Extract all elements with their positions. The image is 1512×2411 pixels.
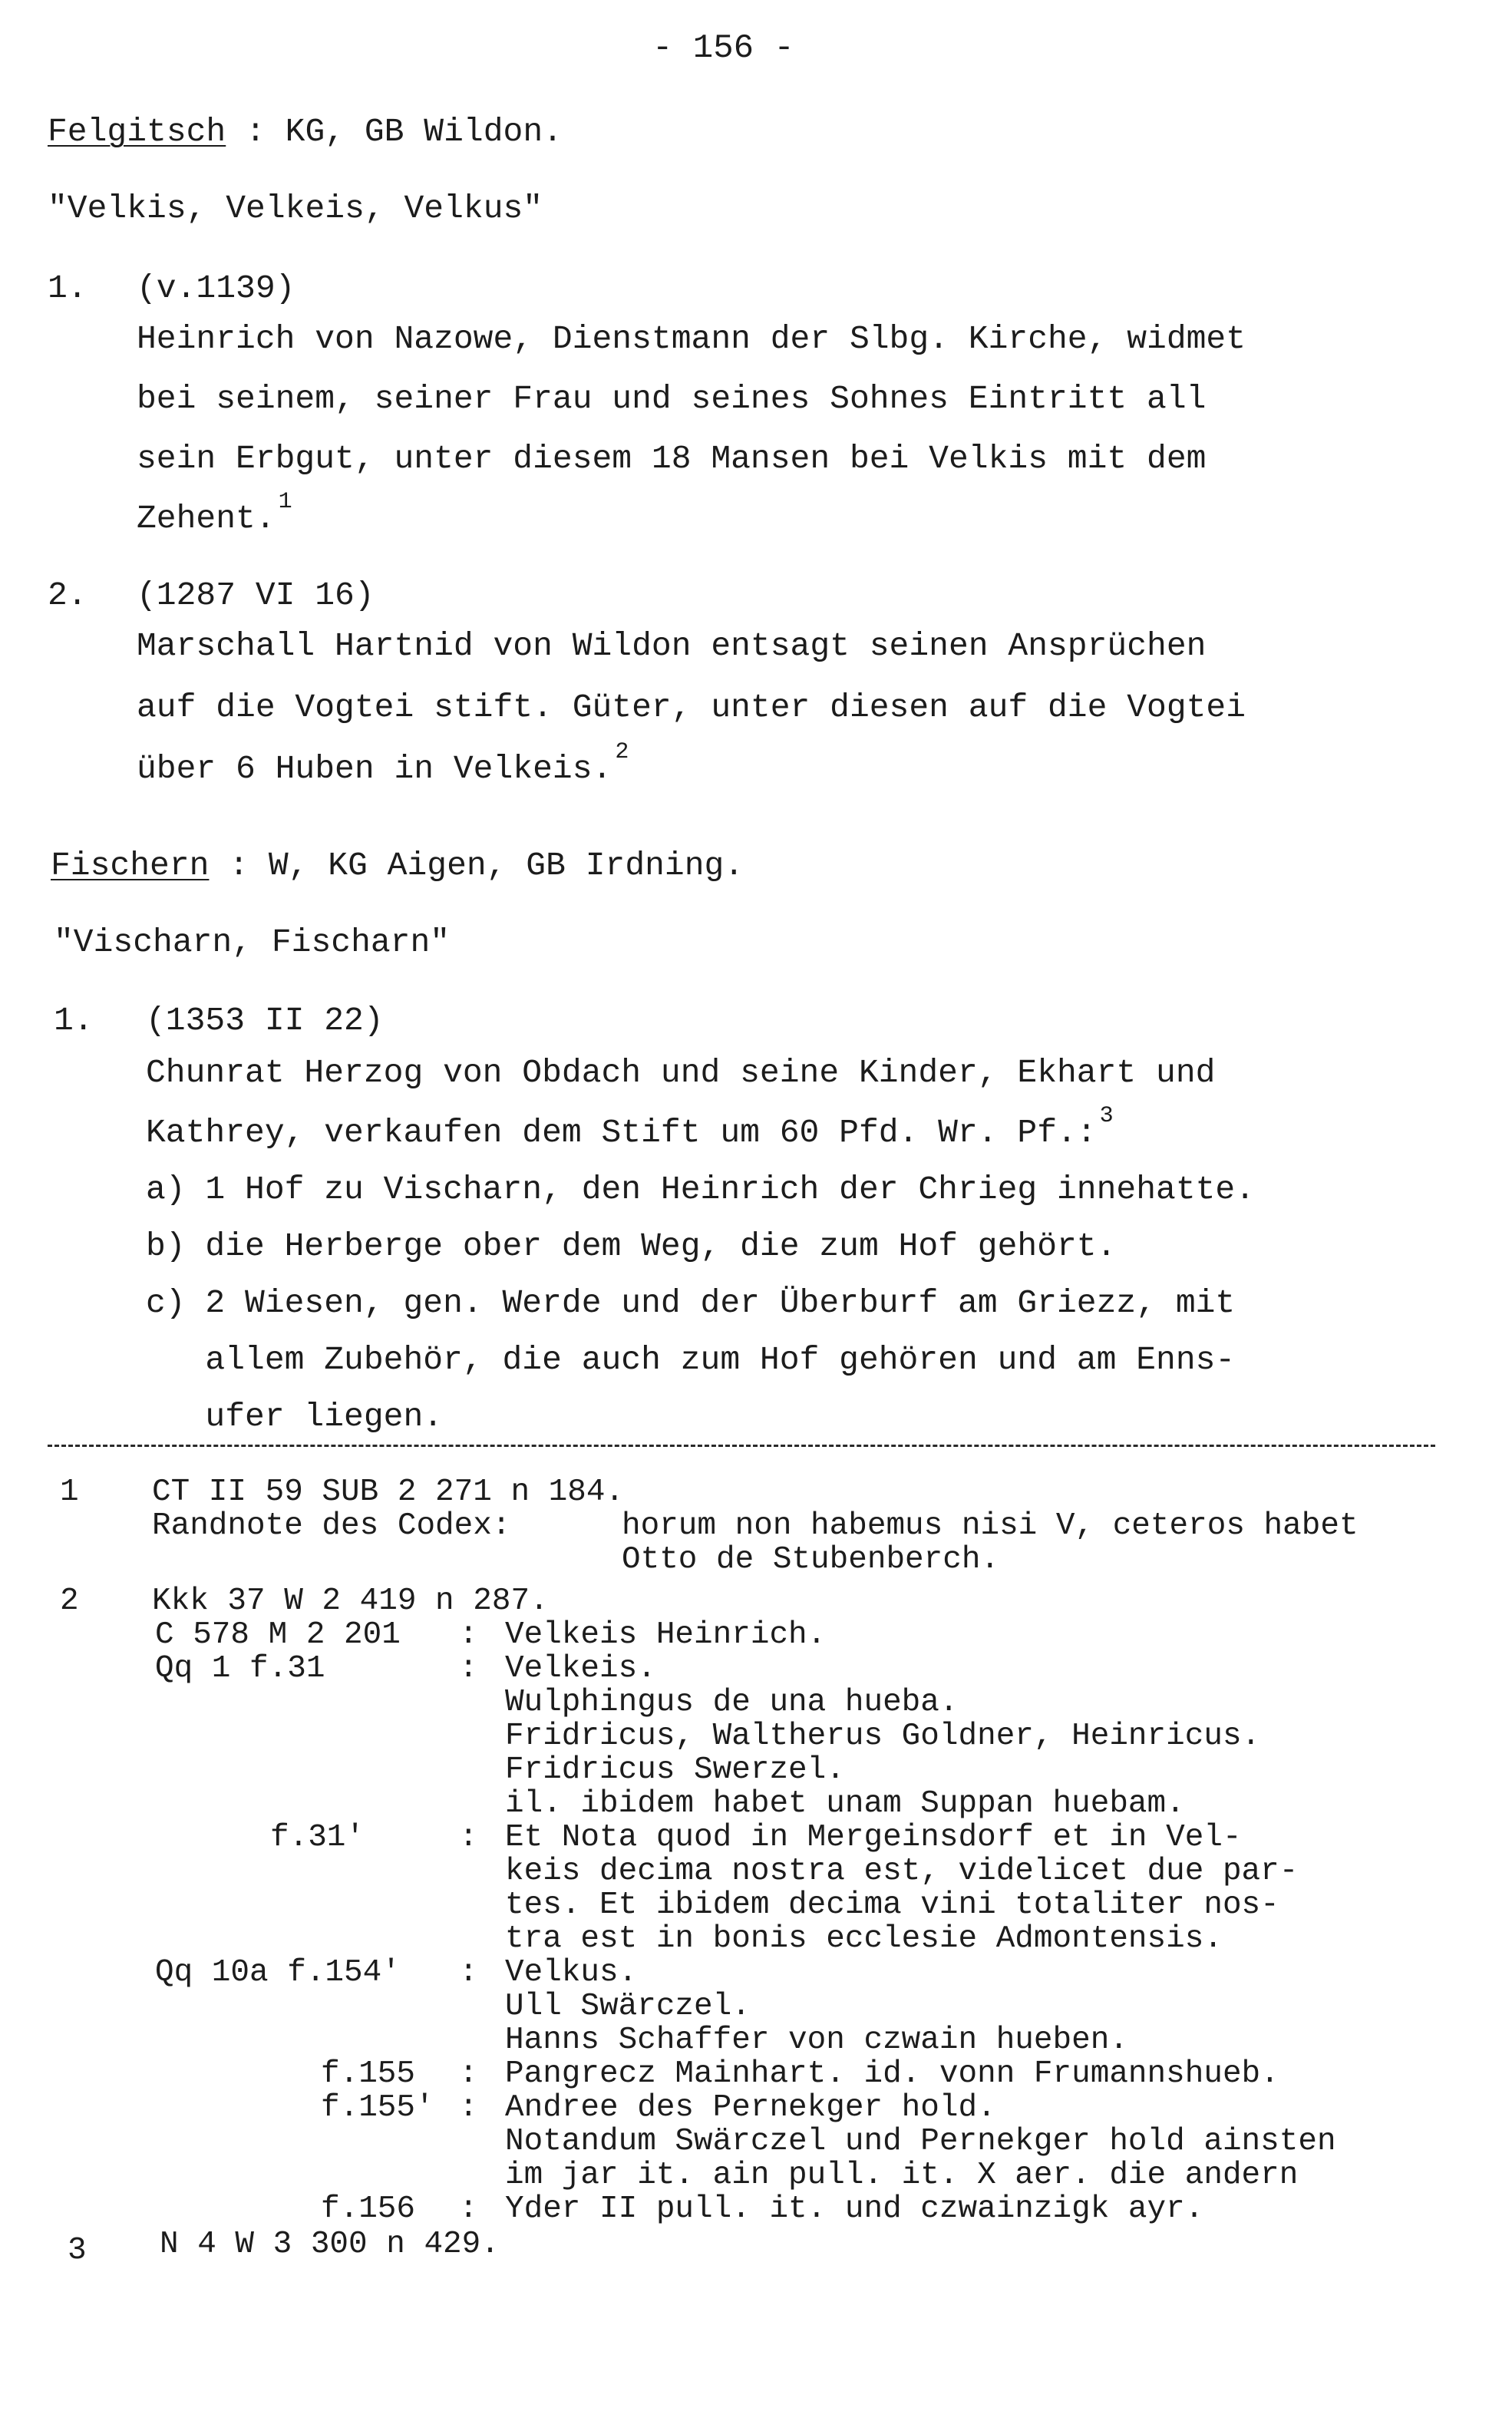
source-text: Yder II pull. it. und czwainzigk ayr. [505,2191,1204,2227]
entry-heading-felgitsch [48,114,563,150]
colon: : [459,2056,478,2092]
historical-forms: "Vischarn, Fischarn" [54,923,451,961]
item-text-line: Heinrich von Nazowe, Dienstmann der Slbg. Kirche, widmet [137,320,1246,358]
source-ref: C 578 M 2 201 [155,1617,401,1653]
item-number: 2. [48,576,87,614]
item-text-line: bei seinem, seiner Frau und seines Sohnes Eintritt all [137,380,1207,418]
subitem-line: allem Zubehör, die auch zum Hof gehören und am Enns- [146,1341,1236,1379]
source-text: Pangrecz Mainhart. id. vonn Frumannshueb. [505,2056,1279,2092]
item-text-line: auf die Vogtei stift. Güter, unter diesen auf die Vogtei [137,689,1246,726]
historical-forms: "Velkis, Velkeis, Velkus" [48,190,543,227]
item-date: (v.1139) [137,269,295,307]
source-text: Wulphingus de una hueba. [505,1685,959,1720]
source-text: Hanns Schaffer von czwain hueben. [505,2023,1128,2058]
item-number: 1. [48,269,87,307]
source-text: Fridricus, Waltherus Goldner, Heinricus. [505,1719,1261,1754]
subitem-line: b) die Herberge ober dem Weg, die zum Hof gehört. [146,1227,1117,1265]
page-number: - 156 - [652,29,794,68]
footnote-reference: CT II 59 SUB 2 271 n 184. [152,1475,625,1510]
item-text-line: Zehent. $^1$ [137,489,292,537]
place-name: Fischern [51,847,210,884]
subitem-line: ufer liegen. [146,1398,444,1435]
source-text: Notandum Swärczel und Pernekger hold ainsten [505,2124,1336,2159]
source-text: Andree des Pernekger hold. [505,2090,996,2125]
footnote-reference: Kkk 37 W 2 419 n 287. [152,1584,549,1619]
source-text: keis decima nostra est, videlicet due par- [505,1854,1299,1889]
subitem-line: a) 1 Hof zu Vischarn, den Heinrich der Chrieg innehatte. [146,1171,1256,1208]
entry-heading-fischern [51,847,744,884]
footnote-reference: N 4 W 3 300 n 429. [160,2227,500,2262]
footnote-number: 3 [68,2233,87,2268]
source-text: il. ibidem habet unam Suppan huebam. [505,1786,1185,1821]
footnote-marker: 1 [278,489,292,515]
footnote-number: 1 [60,1475,79,1510]
colon: : [459,1651,478,1686]
source-ref: f.155 [321,2056,416,2092]
colon: : [459,1820,478,1855]
colon: : [459,2090,478,2125]
colon: : [459,1955,478,1990]
source-text: tra est in bonis ecclesie Admontensis. [505,1921,1223,1957]
source-text: im jar it. ain pull. it. X aer. die andern [505,2158,1299,2193]
source-ref: Qq 10a f.154′ [155,1955,401,1990]
source-ref: f.156 [321,2191,416,2227]
source-text: Ull Swärczel. [505,1989,751,2024]
item-text-line: sein Erbgut, unter diesem 18 Mansen bei Velkis mit dem [137,440,1207,477]
colon: : [459,2191,478,2227]
footnote-text: Otto de Stubenberch. [622,1542,1000,1577]
place-designation: : W, KG Aigen, GB Irdning. [209,847,744,884]
source-ref: f.31′ [270,1820,365,1855]
footnote-label: Randnote des Codex: [152,1508,511,1544]
source-ref: Qq 1 f.31 [155,1651,325,1686]
source-text: Velkus. [505,1955,638,1990]
source-text: Velkeis Heinrich. [505,1617,827,1653]
colon: : [459,1617,478,1653]
item-text-line: Chunrat Herzog von Obdach und seine Kinder, Ekhart und [146,1054,1216,1092]
place-designation: : KG, GB Wildon. [226,113,563,150]
source-ref: f.155′ [321,2090,434,2125]
source-text: Fridricus Swerzel. [505,1752,845,1788]
footnote-marker: 3 [1099,1103,1114,1129]
footnote-text: horum non habemus nisi V, ceteros habet [622,1508,1358,1544]
footnote-separator [48,1445,1435,1447]
item-text-line: über 6 Huben in Velkeis. $^2$ [137,739,629,788]
source-text: Velkeis. [505,1651,656,1686]
source-text: Et Nota quod in Mergeinsdorf et in Vel- [505,1820,1242,1855]
item-text-line: Kathrey, verkaufen dem Stift um 60 Pfd. Wr. Pf.: $^3$ [146,1103,1114,1151]
item-date: (1287 VI 16) [137,576,375,614]
footnote-marker: 2 [615,739,629,765]
item-number: 1. [54,1002,94,1039]
source-text: tes. Et ibidem decima vini totaliter nos- [505,1888,1279,1923]
item-text-line: Marschall Hartnid von Wildon entsagt seinen Ansprüchen [137,627,1207,665]
place-name: Felgitsch [48,113,226,150]
footnote-number: 2 [60,1584,79,1619]
subitem-line: c) 2 Wiesen, gen. Werde und der Überburf am Griezz, mit [146,1284,1236,1322]
item-date: (1353 II 22) [146,1002,384,1039]
